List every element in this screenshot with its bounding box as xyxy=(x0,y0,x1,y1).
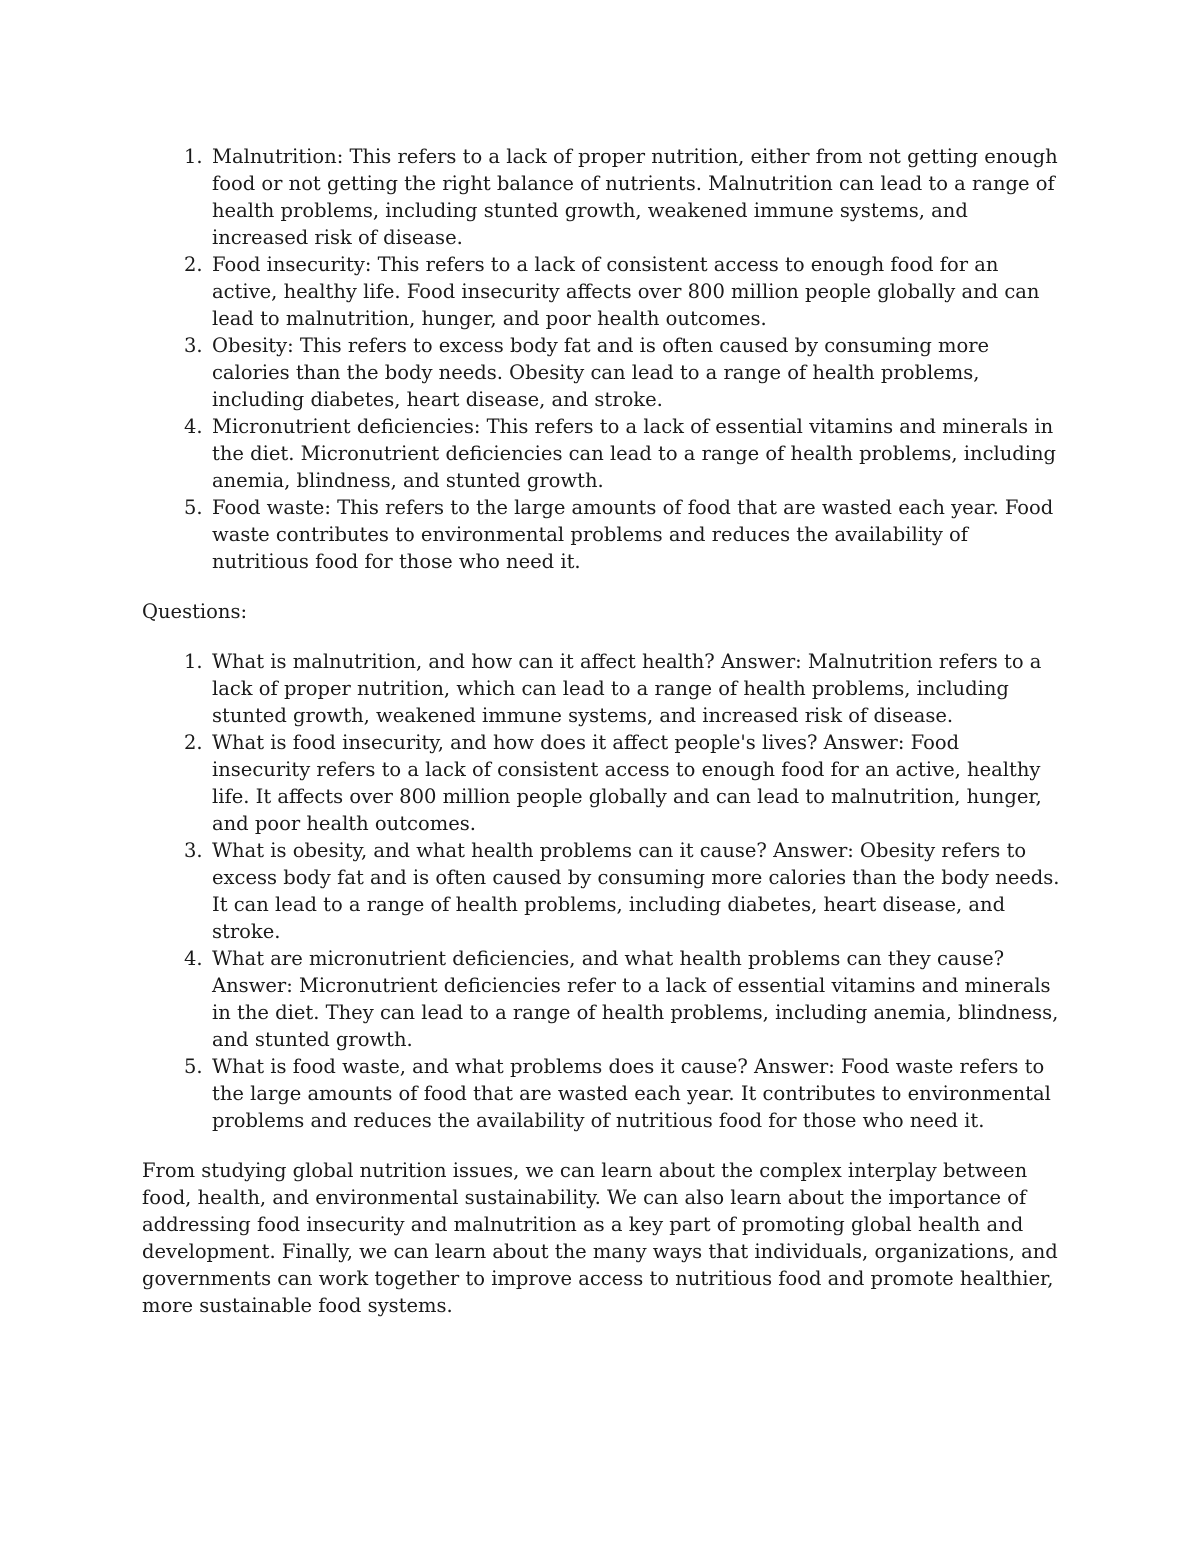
question-item xyxy=(142,648,1062,729)
question-list xyxy=(142,648,1062,1134)
topic-text: Obesity: This refers to excess body fat and is often caused by consuming more calories than the body needs. Obesity can lead to a range of health problems, including diabetes, heart disease, and stroke. xyxy=(212,334,990,411)
list-number: 2. xyxy=(184,731,203,754)
question-text: What is food waste, and what problems does it cause? Answer: Food waste refers to the large amounts of food that are wasted each year. It contributes to environmental problems and reduces the availability of nutritious food for those who need it. xyxy=(212,1055,1051,1132)
list-number: 5. xyxy=(184,496,203,519)
conclusion-paragraph: From studying global nutrition issues, we can learn about the complex interplay between food, health, and environmental sustainability. We can also learn about the importance of addressing food insecurity and malnutrition as a key part of promoting global health and development. Finally, we can learn about the many ways that individuals, organizations, and governments can work together to improve access to nutritious food and promote healthier, more sustainable food systems. xyxy=(142,1159,1058,1317)
topic-item xyxy=(142,413,1062,494)
topic-item xyxy=(142,251,1062,332)
topic-text: Food insecurity: This refers to a lack of consistent access to enough food for an active, healthy life. Food insecurity affects over 800 million people globally and can lead to malnutrition, hunger, and poor health outcomes. xyxy=(212,253,1040,330)
questions-heading: Questions: xyxy=(142,600,248,623)
topic-text: Malnutrition: This refers to a lack of proper nutrition, either from not getting enough food or not getting the right balance of nutrients. Malnutrition can lead to a range of health problems, including stunted growth, weakened immune systems, and increased risk of disease. xyxy=(212,145,1058,249)
list-number: 4. xyxy=(184,415,203,438)
list-number: 5. xyxy=(184,1055,203,1078)
question-item xyxy=(142,837,1062,945)
list-number: 1. xyxy=(184,145,203,168)
topic-text: Food waste: This refers to the large amounts of food that are wasted each year. Food waste contributes to environmental problems and reduces the availability of nutritious food for those who need it. xyxy=(212,496,1054,573)
list-number: 3. xyxy=(184,334,203,357)
topic-item xyxy=(142,143,1062,251)
list-number: 2. xyxy=(184,253,203,276)
list-number: 1. xyxy=(184,650,203,673)
topic-item xyxy=(142,494,1062,575)
topic-text: Micronutrient deficiencies: This refers to a lack of essential vitamins and minerals in the diet. Micronutrient deficiencies can lead to a range of health problems, including anemia, blindness, and stunted growth. xyxy=(212,415,1057,492)
question-item xyxy=(142,945,1062,1053)
question-text: What are micronutrient deficiencies, and what health problems can they cause? Answer: Micronutrient deficiencies refer to a lack of essential vitamins and minerals in the diet. They can lead to a range of health problems, including anemia, blindness, and stunted growth. xyxy=(212,947,1059,1051)
list-number: 3. xyxy=(184,839,203,862)
question-text: What is malnutrition, and how can it affect health? Answer: Malnutrition refers to a lack of proper nutrition, which can lead to a range of health problems, including stunted growth, weakened immune systems, and increased risk of disease. xyxy=(212,650,1042,727)
topic-item xyxy=(142,332,1062,413)
question-text: What is obesity, and what health problems can it cause? Answer: Obesity refers to excess body fat and is often caused by consuming more calories than the body needs. It can lead to a range of health problems, including diabetes, heart disease, and stroke. xyxy=(212,839,1060,943)
question-text: What is food insecurity, and how does it affect people's lives? Answer: Food insecurity refers to a lack of consistent access to enough food for an active, healthy life. It affects over 800 million people globally and can lead to malnutrition, hunger, and poor health outcomes. xyxy=(212,731,1042,835)
question-item xyxy=(142,1053,1062,1134)
list-number: 4. xyxy=(184,947,203,970)
document-page xyxy=(142,143,1062,1319)
topic-list xyxy=(142,143,1062,575)
question-item xyxy=(142,729,1062,837)
